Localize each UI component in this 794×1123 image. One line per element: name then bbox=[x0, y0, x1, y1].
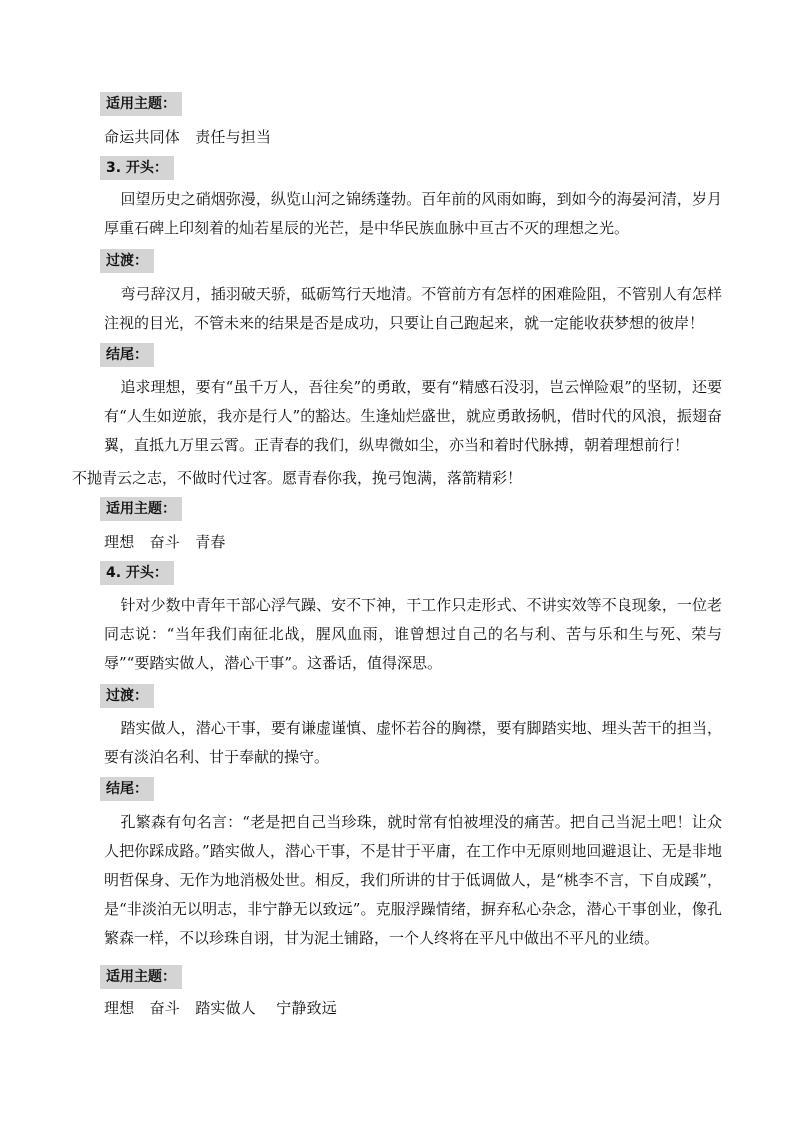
section-label-ending: 结尾： bbox=[100, 343, 154, 367]
ending-paragraph: 追求理想，要有“虽千万人，吾往矣”的勇敢，要有“精感石没羽，岂云惮险艰”的坚韧，还要有“人生如逆旅，我亦是行人”的豁达。生逢灿烂盛世，就应勇敢扬帆，借时代的风浪，振翅奋翼，直抵九万里云霄。正青春的我们，纵卑微如尘，亦当和着时代脉搏，朝着理想前行！ bbox=[104, 378, 722, 454]
opening-paragraph: 针对少数中青年干部心浮气躁、安不下神，干工作只走形式、不讲实效等不良现象，一位老同志说：“当年我们南征北战，腥风血雨，谁曾想过自己的名与利、苦与乐和生与死、荣与辱”“要踏实做人，潜心干事”。这番话，值得深思。 bbox=[104, 596, 722, 672]
section-label-theme: 适用主题： bbox=[100, 497, 182, 521]
theme-text: 命运共同体 责任与担当 bbox=[104, 128, 272, 146]
section-label-ending: 结尾： bbox=[100, 777, 154, 801]
section-label-transition: 过渡： bbox=[100, 249, 154, 273]
section-label-opening: 3. 开头： bbox=[100, 156, 174, 180]
section-label-theme: 适用主题： bbox=[100, 92, 182, 116]
transition-paragraph: 踏实做人，潜心干事，要有谦虚谨慎、虚怀若谷的胸襟，要有脚踏实地、埋头苦干的担当，要有淡泊名利、甘于奉献的操守。 bbox=[104, 719, 722, 766]
section-label-theme: 适用主题： bbox=[100, 965, 182, 989]
section-label-transition: 过渡： bbox=[100, 684, 154, 708]
ending-paragraph: 孔繁森有句名言：“老是把自己当珍珠，就时常有怕被埋没的痛苦。把自己当泥土吧！让众人把你踩成路。”踏实做人，潜心干事，不是甘于平庸，在工作中无原则地回避退让、无是非地明哲保身、无作为地消极处世。相反，我们所讲的甘于低调做人，是“桃李不言，下自成蹊”，是“非淡泊无以明志，非宁静无以致远”。克服浮躁情绪，摒弃私心杂念，潜心干事创业，像孔繁森一样，不以珍珠自诩，甘为泥土铺路，一个人终将在平凡中做出不平凡的业绩。 bbox=[104, 813, 722, 947]
section-label-opening: 4. 开头： bbox=[100, 561, 174, 585]
theme-text: 理想 奋斗 青春 bbox=[104, 533, 226, 551]
transition-paragraph: 弯弓辞汉月，插羽破天骄，砥砺笃行天地清。不管前方有怎样的困难险阻，不管别人有怎样注视的目光，不管未来的结果是否是成功，只要让自己跑起来，就一定能收获梦想的彼岸！ bbox=[104, 285, 722, 332]
opening-paragraph: 回望历史之硝烟弥漫，纵览山河之锦绣蓬勃。百年前的风雨如晦，到如今的海晏河清，岁月厚重石碑上印刻着的灿若星辰的光芒，是中华民族血脉中亘古不灭的理想之光。 bbox=[104, 190, 722, 237]
ending-last-line: 不抛青云之志，不做时代过客。愿青春你我，挽弓饱满，落箭精彩！ bbox=[72, 469, 523, 487]
theme-text: 理想 奋斗 踏实做人 宁静致远 bbox=[104, 999, 337, 1017]
